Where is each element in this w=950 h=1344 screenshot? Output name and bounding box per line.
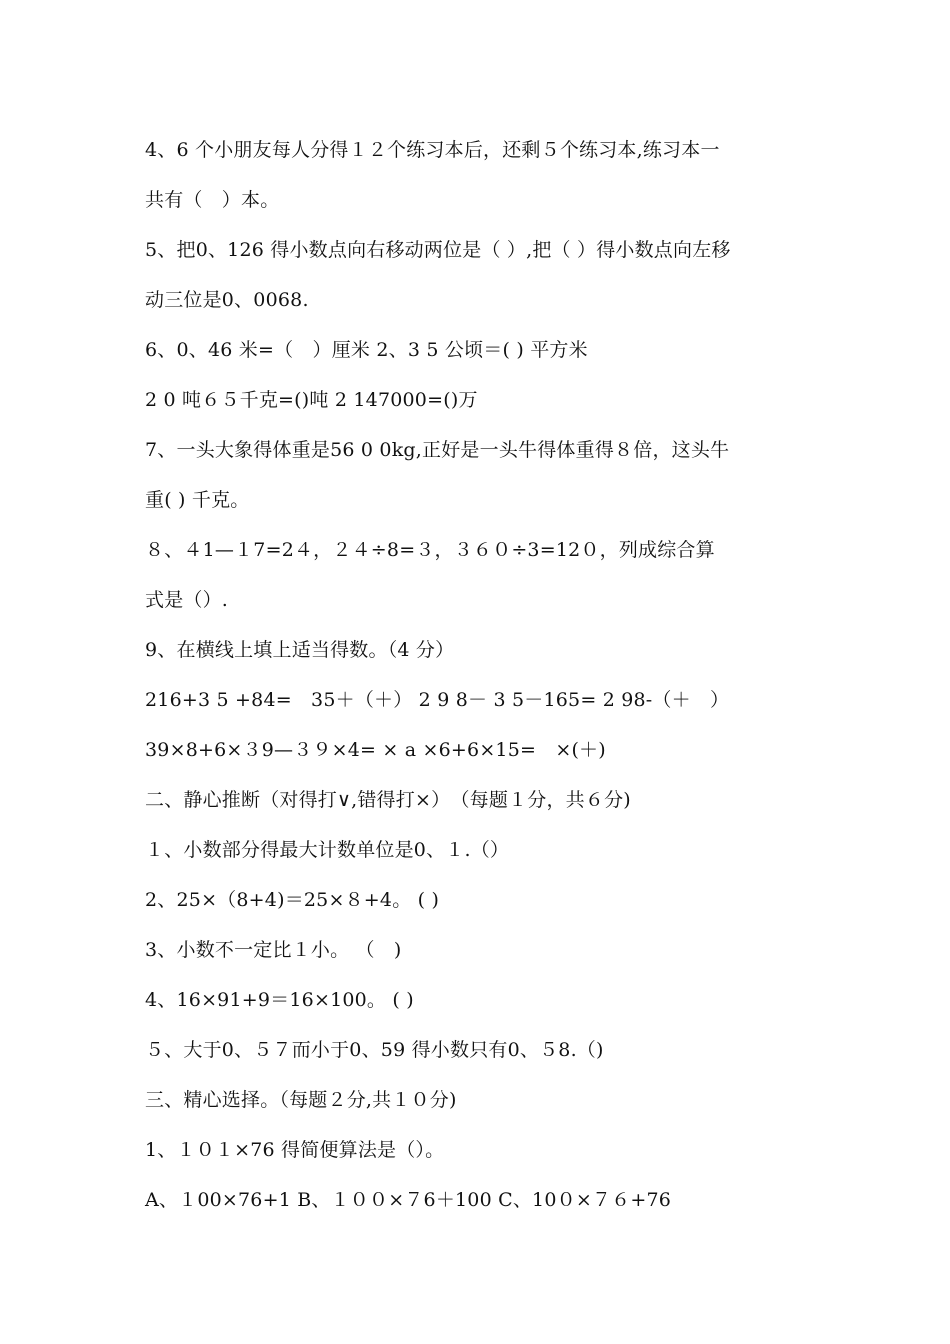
question-6-line-2: 2 0 吨６５千克=()吨 2 147000=()万	[145, 389, 478, 411]
question-8-line-1: ８、４1—１7=2４，２４÷8=３，３６０÷3=12０，列成综合算	[145, 539, 715, 561]
choice-1-question: 1、１０１×76 得简便算法是（）。	[145, 1139, 445, 1161]
judgment-1: １、小数部分得最大计数单位是0、１.（）	[145, 839, 510, 861]
question-5-line-2: 动三位是0、0068.	[145, 289, 309, 311]
question-9-heading: 9、在横线上填上适当得数。（4 分）	[145, 639, 455, 661]
question-8-line-2: 式是（）.	[145, 589, 229, 611]
question-9-line-2: 39×8+6×３9—３９×4= × a ×6+6×15= ×(＋)	[145, 739, 606, 761]
question-4-line-2: 共有（ ）本。	[145, 189, 280, 211]
judgment-3: 3、小数不一定比１小。 （ )	[145, 939, 402, 961]
choice-1-options: A、１00×76+1 B、１００×７6＋100 C、10０×７６+76	[145, 1189, 672, 1211]
judgment-2: 2、25×（8+4)＝25×８+4。 ( )	[145, 889, 440, 911]
section-2-heading: 二、静心推断（对得打∨,错得打×） （每题１分，共６分)	[145, 789, 631, 811]
question-6-line-1: 6、0、46 米=（ ）厘米 2、3 5 公顷＝( ) 平方米	[145, 339, 588, 361]
question-5-line-1: 5、把0、126 得小数点向右移动两位是（ ）,把（ ）得小数点向左移	[145, 239, 731, 261]
question-7-line-1: 7、一头大象得体重是56 0 0kg,正好是一头牛得体重得８倍，这头牛	[145, 439, 730, 461]
question-9-line-1: 216+3 5 +84= 35＋（＋） 2 9 8－ 3 5－165= 2 98-（＋ ）	[145, 689, 730, 711]
section-3-heading: 三、精心选择。（每题２分,共１０分)	[145, 1089, 457, 1111]
document-body	[145, 128, 825, 1228]
question-7-line-2: 重( ) 千克。	[145, 489, 250, 511]
question-4-line-1: 4、6 个小朋友每人分得１２个练习本后，还剩５个练习本,练习本一	[145, 139, 720, 161]
judgment-4: 4、16×91+9＝16×100。 ( )	[145, 989, 414, 1011]
judgment-5: ５、大于0、５７而小于0、59 得小数只有0、５8.（)	[145, 1039, 604, 1061]
